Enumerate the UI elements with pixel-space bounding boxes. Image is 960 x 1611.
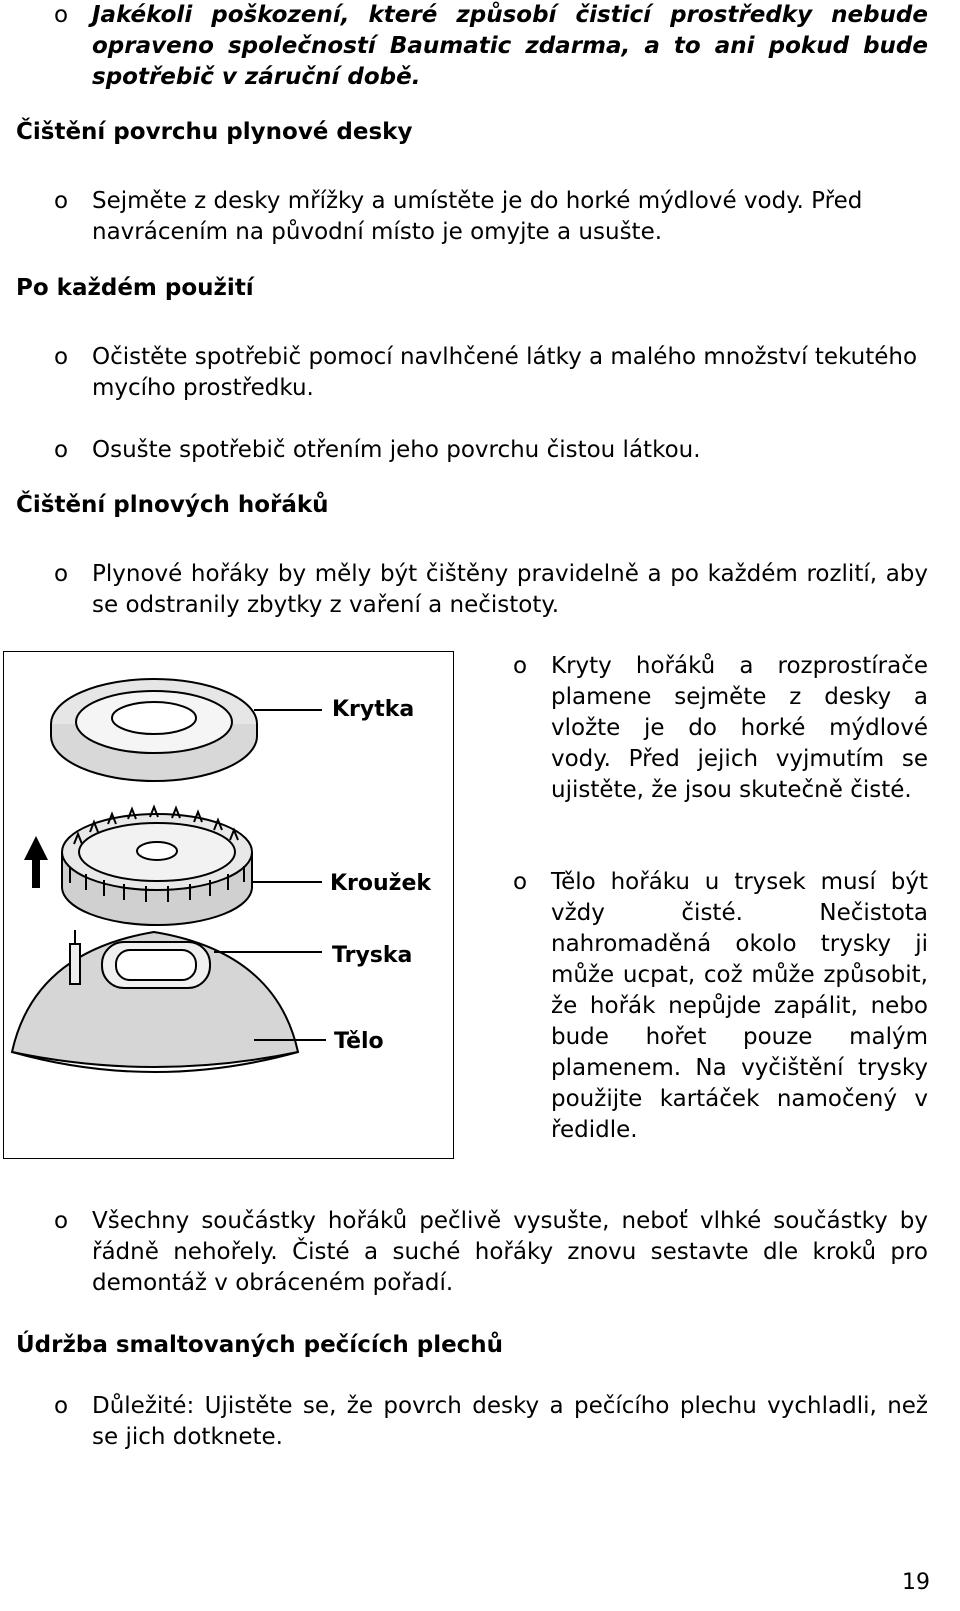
heading-after-use: Po každém použití (16, 275, 254, 301)
bullet-marker: o (54, 344, 69, 370)
burner-side-item-2: Tělo hořáku u trysek musí být vždy čisté. Nečistota nahromaděná okolo trysky ji může ucpat, což může způsobit, že hořák nepůjde zapálit, nebo bude hořet pouze malým plamenem. Na vyčištění trysky použijte kartáček namočený v ředidle. (551, 869, 928, 1143)
cap-illustration (51, 679, 257, 781)
ring-illustration (62, 807, 252, 925)
page-number: 19 (902, 1570, 930, 1595)
after-use-item-1: Očistěte spotřebič pomocí navlhčené látky a malého množství tekutého mycího prostředku. (92, 344, 918, 401)
bullet-marker: o (513, 869, 528, 895)
bullet-marker: o (513, 653, 528, 679)
burner-side-item-1: Kryty hořáků a rozprostírače plamene sejměte z desky a vložte je do horké mýdlové vody. Před jejich vyjmutím se ujistěte, že jsou skutečně čisté. (551, 653, 928, 803)
bullet-marker: o (54, 1208, 69, 1234)
arrow-up-icon (24, 836, 48, 888)
bullet-marker: o (54, 437, 69, 463)
bullet-marker: o (54, 2, 69, 28)
surface-item-1: Sejměte z desky mřížky a umístěte je do horké mýdlové vody. Před navrácením na původní místo je omyjte a usušte. (92, 188, 863, 245)
warning-note: Jakékoli poškození, které způsobí čisticí prostředky nebude opraveno společností Baumatic zdarma, a to ani pokud bude spotřebič v záruční době. (92, 2, 928, 90)
burner-item-1: Plynové hořáky by měly být čištěny pravidelně a po každém rozlití, aby se odstranily zbytky z vaření a nečistoty. (92, 561, 928, 618)
burner-after-figure: Všechny součástky hořáků pečlivě vysušte, neboť vlhké součástky by řádně nehořely. Čisté a suché hořáky znovu sestavte dle kroků pro demontáž v obráceném pořadí. (92, 1208, 928, 1296)
enamel-item-1: Důležité: Ujistěte se, že povrch desky a pečícího plechu vychladli, než se jich dotknete. (92, 1393, 928, 1450)
bullet-marker: o (54, 188, 69, 214)
bullet-marker: o (54, 561, 69, 587)
heading-surface-cleaning: Čištění povrchu plynové desky (16, 119, 413, 145)
bullet-marker: o (54, 1393, 69, 1419)
label-telo: Tělo (334, 1029, 384, 1054)
burner-diagram (3, 651, 454, 1159)
after-use-item-2: Osušte spotřebič otřením jeho povrchu čistou látkou. (92, 437, 701, 463)
label-tryska: Tryska (332, 943, 413, 968)
label-krouzek: Kroužek (330, 871, 432, 896)
heading-enamel-maintenance: Údržba smaltovaných pečících plechů (16, 1332, 504, 1358)
label-krytka: Krytka (332, 697, 415, 722)
heading-burner-cleaning: Čištění plnových hořáků (16, 492, 329, 518)
